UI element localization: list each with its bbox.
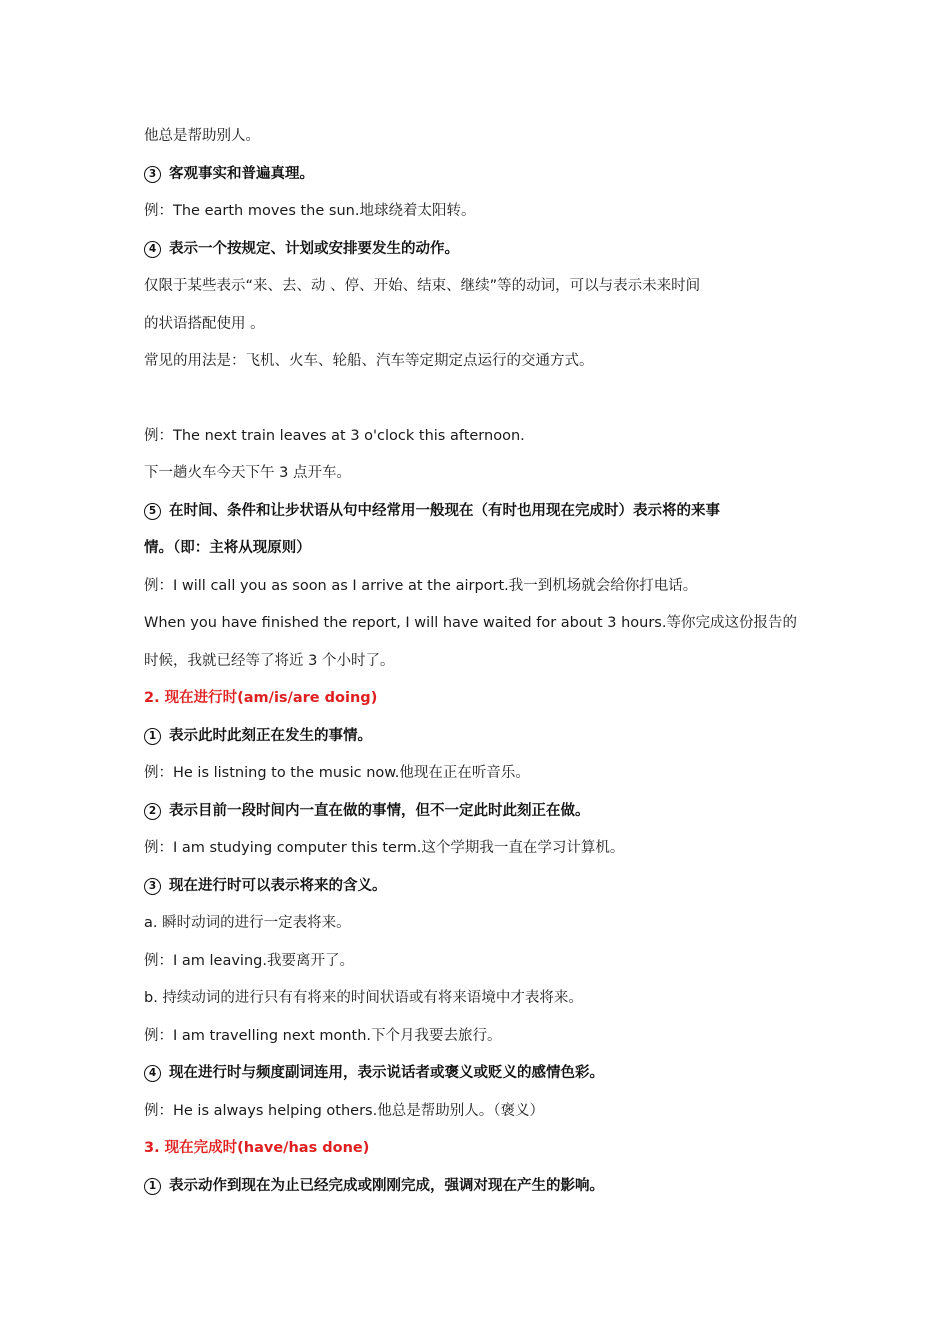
example-line: 例：The next train leaves at 3 o'clock this afternoon. [144,427,525,444]
text-line: 时候，我就已经等了将近 3 个小时了。 [144,652,395,669]
text-line: 下一趟火车今天下午 3 点开车。 [144,465,351,481]
text-line: 仅限于某些表示“来、去、动 、停、开始、结束、继续”等的动词，可以与表示未来时间 [144,278,701,294]
numbered-heading [144,1055,810,1093]
numbered-heading [144,156,810,194]
circled-number: 1 [144,728,161,745]
example-line: 例：The earth moves the sun.地球绕着太阳转。 [144,203,476,219]
section-title: 2. 现在进行时(am/is/are doing) [144,690,378,706]
heading-text: 表示目前一段时间内一直在做的事情，但不一定此时此刻正在做。 [169,802,590,819]
text-line: 他总是帮助别人。 [144,128,260,144]
numbered-heading [144,793,810,831]
numbered-heading [144,718,810,756]
text-line: b. 持续动词的进行只有有将来的时间状语或有将来语境中才表将来。 [144,990,583,1006]
circled-number: 2 [144,803,161,820]
numbered-heading [144,493,810,531]
heading-text: 表示动作到现在为止已经完成或刚刚完成，强调对现在产生的影响。 [169,1177,604,1194]
circled-number: 3 [144,166,161,183]
example-line: 例：I am studying computer this term.这个学期我一直在学习计算机。 [144,840,625,856]
heading-text: 在时间、条件和让步状语从句中经常用一般现在（有时也用现在完成时）表示将的来事 [169,502,720,519]
example-line: 例：I am leaving.我要离开了。 [144,952,354,969]
document-page [144,118,810,1205]
example-line: When you have finished the report, I will have waited for about 3 hours.等你完成这份报告的 [144,615,797,631]
example-line: 例：He is always helping others.他总是帮助别人。（褒义） [144,1102,544,1119]
text-line: 的状语搭配使用 。 [144,315,265,332]
circled-number: 4 [144,241,161,258]
heading-text: 表示一个按规定、计划或安排要发生的动作。 [169,240,459,257]
section-title: 3. 现在完成时(have/has done) [144,1140,370,1156]
blank-line [144,381,810,418]
circled-number: 1 [144,1178,161,1195]
numbered-heading [144,231,810,269]
numbered-heading [144,868,810,906]
numbered-heading [144,1168,810,1206]
example-line: 例：He is listning to the music now.他现在正在听音乐。 [144,765,530,781]
heading-continuation: 情。（即：主将从现原则） [144,540,311,556]
text-line: a. 瞬时动词的进行一定表将来。 [144,915,351,931]
heading-text: 现在进行时与频度副词连用，表示说话者或褒义或贬义的感情色彩。 [169,1065,604,1081]
example-line: 例：I am travelling next month.下个月我要去旅行。 [144,1027,502,1044]
circled-number: 5 [144,503,161,520]
example-line: 例：I will call you as soon as I arrive at the airport.我一到机场就会给你打电话。 [144,577,698,594]
circled-number: 3 [144,878,161,895]
circled-number: 4 [144,1065,161,1082]
heading-text: 现在进行时可以表示将来的含义。 [169,877,387,894]
text-line: 常见的用法是：飞机、火车、轮船、汽车等定期定点运行的交通方式。 [144,353,594,369]
heading-text: 表示此时此刻正在发生的事情。 [169,727,372,744]
heading-text: 客观事实和普遍真理。 [169,165,314,182]
